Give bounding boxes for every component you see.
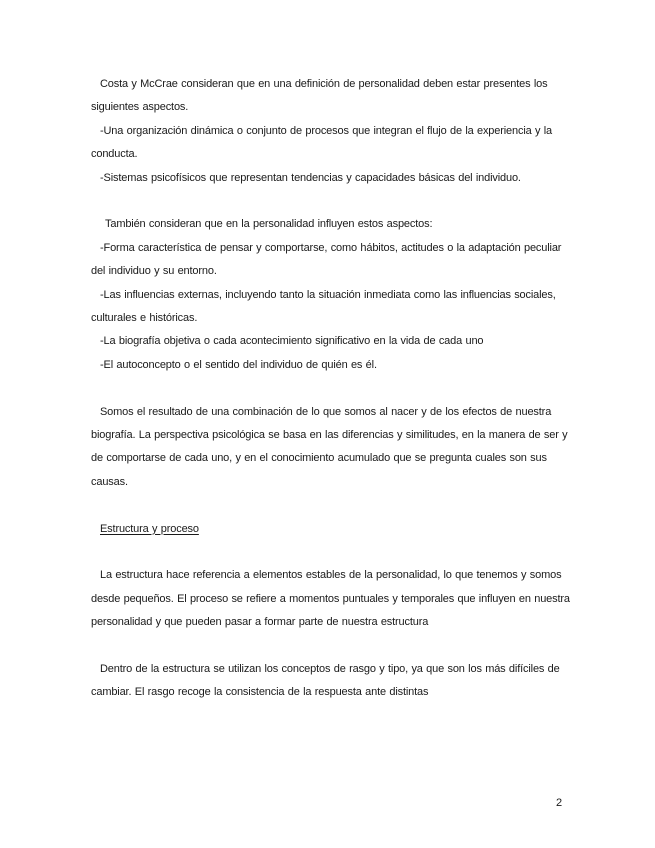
paragraph-spacer — [91, 190, 571, 213]
list-item-external-influences: -Las influencias externas, incluyendo tanto la situación inmediata como las influencias sociales, culturales e históricas. — [91, 288, 556, 325]
list-item-objective-biography: -La biografía objetiva o cada acontecimiento significativo en la vida de cada uno — [100, 335, 484, 348]
paragraph-trait-and-type: Dentro de la estructura se utilizan los conceptos de rasgo y tipo, ya que son los más difíciles de cambiar. El rasgo recoge la consistencia de la respuesta ante distintas — [91, 663, 560, 699]
paragraph-combination: Somos el resultado de una combinación de lo que somos al nacer y de los efectos de nuestra biografía. La perspectiva psicológica se basa en las diferencias y similitudes, en la manera de ser y de comportarse de cada uno, y en el conocimiento acumulado que se pregunta cuales son sus causas. — [91, 405, 568, 488]
paragraph-costa-mccrae-intro: Costa y McCrae consideran que en una definición de personalidad deben estar presentes los siguientes aspectos. — [91, 78, 548, 114]
page-number: 2 — [556, 797, 563, 809]
list-item-psychophysical-systems: -Sistemas psicofísicos que representan tendencias y capacidades básicas del individuo. — [100, 171, 521, 184]
paragraph-spacer — [91, 377, 571, 400]
paragraph-spacer — [91, 494, 571, 517]
list-item-characteristic-form: -Forma característica de pensar y comportarse, como hábitos, actitudes o la adaptación peculiar del individuo y su entorno. — [91, 241, 562, 278]
document-body — [91, 73, 571, 705]
paragraph-influences-intro: También consideran que en la personalidad influyen estos aspectos: — [105, 218, 433, 231]
list-item-self-concept: -El autoconcepto o el sentido del individuo de quién es él. — [100, 358, 377, 371]
section-heading-wrapper — [91, 518, 571, 541]
paragraph-spacer — [91, 635, 571, 658]
list-item-dynamic-organization: -Una organización dinámica o conjunto de procesos que integran el flujo de la experiencia y la conducta. — [91, 124, 553, 161]
section-heading: Estructura y proceso — [100, 522, 199, 535]
paragraph-structure-definition: La estructura hace referencia a elementos estables de la personalidad, lo que tenemos y somos desde pequeños. El proceso se refiere a momentos puntuales y temporales que influyen en nuestra personalidad y que pueden pasar a formar parte de nuestra estructura — [91, 569, 570, 629]
paragraph-spacer — [91, 541, 571, 564]
